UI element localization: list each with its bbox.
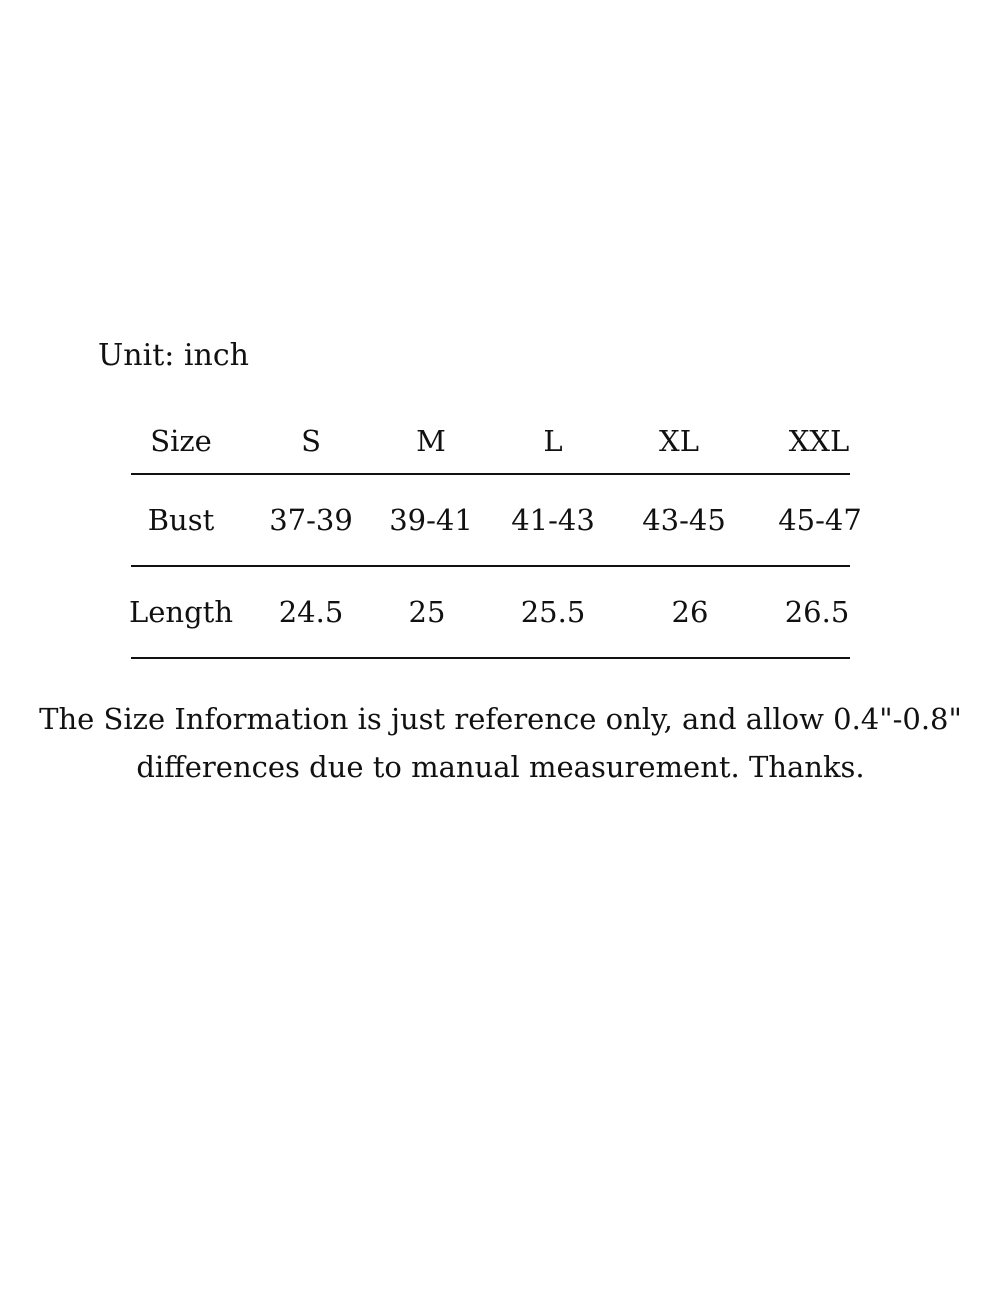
header-cell-xl: XL	[659, 423, 699, 458]
note-line-2: differences due to manual measurement. Thanks.	[136, 750, 865, 784]
length-cell-xl: 26	[671, 595, 709, 629]
size-chart-table	[129, 408, 862, 659]
header-cell-xxl: XXL	[788, 423, 850, 458]
table-bottom-rule	[131, 657, 850, 659]
bust-cell-s: 37-39	[269, 503, 353, 537]
length-cell-s: 24.5	[278, 595, 344, 629]
bust-cell-l: 41-43	[511, 503, 595, 537]
row-label-bust: Bust	[147, 503, 215, 537]
bust-cell-xl: 43-45	[642, 503, 726, 537]
header-cell-s: S	[301, 423, 321, 458]
header-cell-m: M	[416, 423, 446, 458]
length-cell-l: 25.5	[520, 595, 586, 629]
header-cell-l: L	[543, 423, 563, 458]
unit-label: Unit: inch	[98, 338, 249, 373]
length-cell-m: 25	[408, 595, 446, 629]
bust-cell-xxl: 45-47	[778, 503, 862, 537]
size-disclaimer-note	[0, 695, 1001, 791]
note-line-1: The Size Information is just reference only, and allow 0.4"-0.8"	[39, 702, 962, 736]
table-row-length	[131, 565, 850, 657]
table-row-bust	[131, 473, 862, 565]
bust-cell-m: 39-41	[389, 503, 473, 537]
header-cell-size: Size	[150, 423, 212, 458]
table-header-row	[131, 408, 850, 473]
length-cell-xxl: 26.5	[784, 595, 850, 629]
row-label-length: Length	[129, 595, 233, 629]
